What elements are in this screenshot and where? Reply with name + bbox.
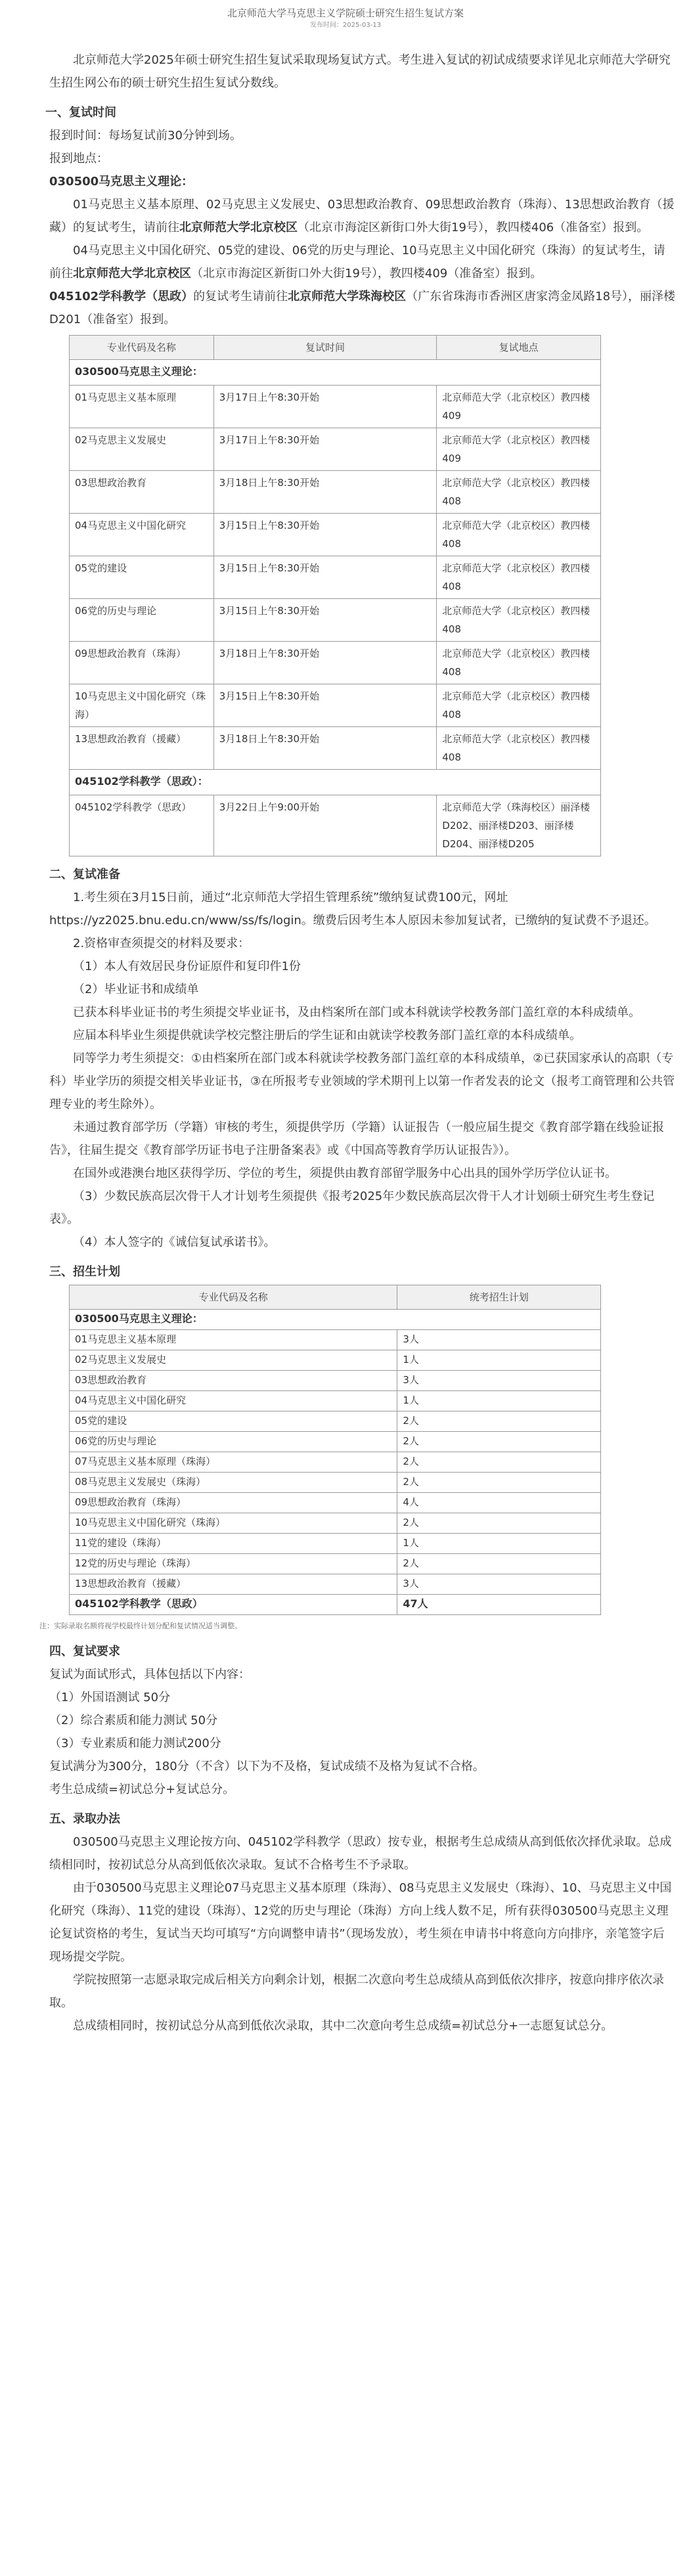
cell: 北京师范大学（北京校区）教四楼408 xyxy=(437,684,601,727)
cell: 2人 xyxy=(397,1473,601,1493)
table-header-row xyxy=(70,1285,601,1310)
prep-item-3: （3）少数民族高层次骨干人才计划考生须提供《报考2025年少数民族高层次骨干人才计划硕士研究生考生登记表》。 xyxy=(49,1189,655,1226)
prep-paragraph-7: 在国外或港澳台地区获得学历、学位的考生，须提供由教育部留学服务中心出具的国外学历学位认证书。 xyxy=(73,1166,617,1180)
cell: 3人 xyxy=(397,1574,601,1595)
cell: 3月15日上午8:30开始 xyxy=(213,556,437,599)
table-row xyxy=(70,795,601,856)
section-2-heading: 二、复试准备 xyxy=(49,868,120,881)
cell: 4人 xyxy=(397,1493,601,1513)
cell: 1人 xyxy=(397,1350,601,1371)
cell: 10马克思主义中国化研究（珠海） xyxy=(70,684,214,727)
table-section-row xyxy=(70,770,601,795)
table-row xyxy=(70,1554,601,1574)
text: （广东省珠海市香洲区唐家湾金凤路18号），丽泽楼D201（准备室）报到。 xyxy=(49,290,676,326)
section-4-heading: 四、复试要求 xyxy=(49,1645,120,1658)
cell: 3月15日上午8:30开始 xyxy=(213,599,437,642)
table-row xyxy=(70,1411,601,1432)
campus-name: 北京师范大学北京校区 xyxy=(179,221,298,234)
table-row xyxy=(70,1534,601,1554)
prep-item-4: （4）本人签字的《诚信复试承诺书》。 xyxy=(73,1235,276,1249)
cell: 12党的历史与理论（珠海） xyxy=(70,1554,397,1574)
cell: 3月18日上午8:30开始 xyxy=(213,642,437,684)
cell: 北京师范大学（北京校区）教四楼409 xyxy=(437,386,601,428)
cell: 北京师范大学（北京校区）教四楼408 xyxy=(437,556,601,599)
table-row xyxy=(70,599,601,642)
cell: 北京师范大学（北京校区）教四楼408 xyxy=(437,471,601,514)
table-row xyxy=(70,684,601,727)
cell: 05党的建设 xyxy=(70,556,214,599)
table-row xyxy=(70,1493,601,1513)
column-header: 专业代码及名称 xyxy=(70,336,214,360)
section-label: 030500马克思主义理论： xyxy=(70,360,601,386)
section-label: 030500马克思主义理论： xyxy=(70,1310,601,1330)
cell: 3月22日上午9:00开始 xyxy=(213,795,437,856)
cell: 02马克思主义发展史 xyxy=(70,428,214,471)
report-paragraph-2 xyxy=(49,239,676,285)
req-paragraph-1: 复试为面试形式，具体包括以下内容： xyxy=(49,1668,250,1681)
admission-paragraph-3: 学院按照第一志愿录取完成后相关方向剩余计划，根据二次意向考生总成绩从高到低依次排序，按意向排序依次录取。 xyxy=(49,1973,664,2010)
page-header xyxy=(0,0,691,30)
cell: 3月15日上午8:30开始 xyxy=(213,684,437,727)
cell: 北京师范大学（北京校区）教四楼408 xyxy=(437,642,601,684)
cell: 09思想政治教育（珠海） xyxy=(70,642,214,684)
page-title: 北京师范大学马克思主义学院硕士研究生招生复试方案 xyxy=(227,7,464,19)
cell: 2人 xyxy=(397,1554,601,1574)
cell: 3月15日上午8:30开始 xyxy=(213,514,437,556)
campus-name: 北京师范大学珠海校区 xyxy=(288,290,407,303)
cell: 03思想政治教育 xyxy=(70,1371,397,1391)
column-header: 复试地点 xyxy=(437,336,601,360)
cell: 3月17日上午8:30开始 xyxy=(213,428,437,471)
cell: 07马克思主义基本原理（珠海） xyxy=(70,1452,397,1473)
cell: 1人 xyxy=(397,1534,601,1554)
report-place-label: 报到地点： xyxy=(49,152,108,166)
prep-item-2: （2）毕业证书和成绩单 xyxy=(73,983,199,996)
prep-paragraph-3: 已获本科毕业证书的考生须提交毕业证书，及由档案所在部门或本科就读学校教务部门盖红章的本科成绩单。 xyxy=(73,1006,640,1019)
table-row xyxy=(70,1371,601,1391)
section-5-heading: 五、录取办法 xyxy=(49,1812,120,1826)
table-row xyxy=(70,1513,601,1534)
cell: 北京师范大学（北京校区）教四楼408 xyxy=(437,514,601,556)
report-paragraph-3 xyxy=(49,285,676,331)
section-label: 045102学科教学（思政）： xyxy=(70,770,601,795)
cell: 3月18日上午8:30开始 xyxy=(213,471,437,514)
table-row xyxy=(70,1432,601,1452)
cell: 2人 xyxy=(397,1411,601,1432)
table-row xyxy=(70,514,601,556)
prep-paragraph-1: 1.考生须在3月15日前，通过“北京师范大学招生管理系统”缴纳复试费100元，网址https://yz2025.bnu.edu.cn/www/ss/fs/login。缴费后因考生本人原因未参加复试者，已缴纳的复试费不予退还。 xyxy=(49,891,656,927)
cell: 3人 xyxy=(397,1330,601,1350)
admission-paragraph-1: 030500马克思主义理论按方向、045102学科教学（思政）按专业，根据考生总成绩从高到低依次择优录取。总成绩相同时，按初试总分从高到低依次录取。复试不合格考生不予录取。 xyxy=(49,1835,672,1872)
cell: 02马克思主义发展史 xyxy=(70,1350,397,1371)
schedule-table xyxy=(69,335,601,856)
subsection-030500: 030500马克思主义理论： xyxy=(49,175,194,189)
cell: 13思想政治教育（援藏） xyxy=(70,1574,397,1595)
intro-paragraph: 北京师范大学2025年硕士研究生招生复试采取现场复试方式。考生进入复试的初试成绩要求详见北京师范大学研究生招生网公布的硕士研究生招生复试分数线。 xyxy=(49,53,671,90)
column-header: 专业代码及名称 xyxy=(70,1285,397,1310)
cell: 北京师范大学（北京校区）教四楼408 xyxy=(437,727,601,770)
cell: 11党的建设（珠海） xyxy=(70,1534,397,1554)
text: （北京市海淀区新街口外大街19号），教四楼406（准备室）报到。 xyxy=(298,221,649,234)
cell: 2人 xyxy=(397,1513,601,1534)
cell: 13思想政治教育（援藏） xyxy=(70,727,214,770)
cell: 1人 xyxy=(397,1391,601,1411)
cell: 06党的历史与理论 xyxy=(70,599,214,642)
req-paragraph-2: 复试满分为300分，180分（不含）以下为不及格，复试成绩不及格为复试不合格。 xyxy=(49,1760,485,1773)
admission-paragraph-2: 由于030500马克思主义理论07马克思主义基本原理（珠海）、08马克思主义发展史（珠海）、10、马克思主义中国化研究（珠海）、11党的建设（珠海）、12党的历史与理论（珠海）方向上线人数不足，所有获得030500马克思主义理论复试资格的考生，复试当天均可填写“方向调整申请书”（现场发放），考生须在申请书中将意向方向排序，亲笔签字后现场提交学院。 xyxy=(49,1881,672,1964)
prep-paragraph-4: 应届本科毕业生须提供就读学校完整注册后的学生证和由就读学校教务部门盖红章的本科成绩单。 xyxy=(73,1029,581,1042)
table-row xyxy=(70,1391,601,1411)
cell: 3人 xyxy=(397,1371,601,1391)
text: （北京市海淀区新街口外大街19号），教四楼409（准备室）报到。 xyxy=(191,267,543,280)
cell: 04马克思主义中国化研究 xyxy=(70,1391,397,1411)
cell: 3月18日上午8:30开始 xyxy=(213,727,437,770)
table-row xyxy=(70,1473,601,1493)
text: 04马克思主义中国化研究、05党的建设、06党的历史与理论、10马克思主义中国化研究（珠海）的复试考生，请前往 xyxy=(49,244,665,280)
cell: 北京师范大学（珠海校区）丽泽楼D202、丽泽楼D203、丽泽楼D204、丽泽楼D205 xyxy=(437,795,601,856)
table-row xyxy=(70,386,601,428)
table-row xyxy=(70,1350,601,1371)
table-row xyxy=(70,471,601,514)
table-row xyxy=(70,727,601,770)
report-paragraph-1 xyxy=(49,193,676,239)
campus-name: 北京师范大学北京校区 xyxy=(73,267,191,280)
cell: 01马克思主义基本原理 xyxy=(70,1330,397,1350)
cell: 北京师范大学（北京校区）教四楼408 xyxy=(437,599,601,642)
table-row xyxy=(70,1574,601,1595)
req-paragraph-3: 考生总成绩=初试总分+复试总分。 xyxy=(49,1783,235,1796)
table-row xyxy=(70,1595,601,1615)
text: 01马克思主义基本原理、02马克思主义发展史、03思想政治教育、09思想政治教育（珠海）、13思想政治教育（援藏）的复试考生，请前往 xyxy=(49,198,675,234)
prep-paragraph-6: 未通过教育部学历（学籍）审核的考生，须提供学历（学籍）认证报告（一般应届生提交《教育部学籍在线验证报告》，往届生提交《教育部学历证书电子注册备案表》或《中国高等教育学历认证报告》）。 xyxy=(49,1121,664,1157)
text: 的复试考生请前往 xyxy=(193,290,288,303)
prep-item-1: （1）本人有效居民身份证原件和复印件1份 xyxy=(73,960,301,973)
table-section-row xyxy=(70,360,601,386)
cell: 47人 xyxy=(397,1595,601,1615)
report-time: 报到时间：每场复试前30分钟到场。 xyxy=(49,129,242,143)
table-row xyxy=(70,642,601,684)
admission-paragraph-4: 总成绩相同时，按初试总分从高到低依次录取，其中二次意向考生总成绩=初试总分+一志愿复试总分。 xyxy=(73,2019,613,2033)
cell: 09思想政治教育（珠海） xyxy=(70,1493,397,1513)
column-header: 复试时间 xyxy=(213,336,437,360)
enrollment-plan-table xyxy=(69,1285,601,1615)
cell: 045102学科教学（思政） xyxy=(70,795,214,856)
table-header-row xyxy=(70,336,601,360)
cell: 08马克思主义发展史（珠海） xyxy=(70,1473,397,1493)
publish-date: 发布时间：2025-03-13 xyxy=(309,22,382,29)
cell: 045102学科教学（思政） xyxy=(70,1595,397,1615)
cell: 北京师范大学（北京校区）教四楼409 xyxy=(437,428,601,471)
cell: 04马克思主义中国化研究 xyxy=(70,514,214,556)
cell: 01马克思主义基本原理 xyxy=(70,386,214,428)
cell: 10马克思主义中国化研究（珠海） xyxy=(70,1513,397,1534)
section-1-heading: 一、复试时间 xyxy=(45,106,116,120)
table-note: 注：实际录取名额将视学校最终计划分配和复试情况适当调整。 xyxy=(39,1622,242,1630)
prep-paragraph-5: 同等学力考生须提交：①由档案所在部门或本科就读学校教务部门盖红章的本科成绩单，②已获国家承认的高职（专科）毕业学历的须提交相关毕业证书，③在所报考专业领域的学术期刊上以第一作者发表的论文（报考工商管理和公共管理专业的考生除外）。 xyxy=(49,1052,675,1111)
cell: 05党的建设 xyxy=(70,1411,397,1432)
column-header: 统考招生计划 xyxy=(397,1285,601,1310)
table-row xyxy=(70,1330,601,1350)
major-name: 045102学科教学（思政） xyxy=(49,290,194,303)
cell: 06党的历史与理论 xyxy=(70,1432,397,1452)
table-row xyxy=(70,556,601,599)
cell: 03思想政治教育 xyxy=(70,471,214,514)
req-item-3: （3）专业素质和能力测试200分 xyxy=(49,1737,221,1750)
table-row xyxy=(70,428,601,471)
cell: 2人 xyxy=(397,1452,601,1473)
section-3-heading: 三、招生计划 xyxy=(49,1265,120,1279)
table-section-row xyxy=(70,1310,601,1330)
cell: 3月17日上午8:30开始 xyxy=(213,386,437,428)
table-row xyxy=(70,1452,601,1473)
prep-paragraph-2: 2.资格审查须提交的材料及要求： xyxy=(73,937,250,950)
req-item-1: （1）外国语测试 50分 xyxy=(49,1691,171,1704)
req-item-2: （2）综合素质和能力测试 50分 xyxy=(49,1714,218,1727)
cell: 2人 xyxy=(397,1432,601,1452)
article-body xyxy=(0,49,676,2037)
